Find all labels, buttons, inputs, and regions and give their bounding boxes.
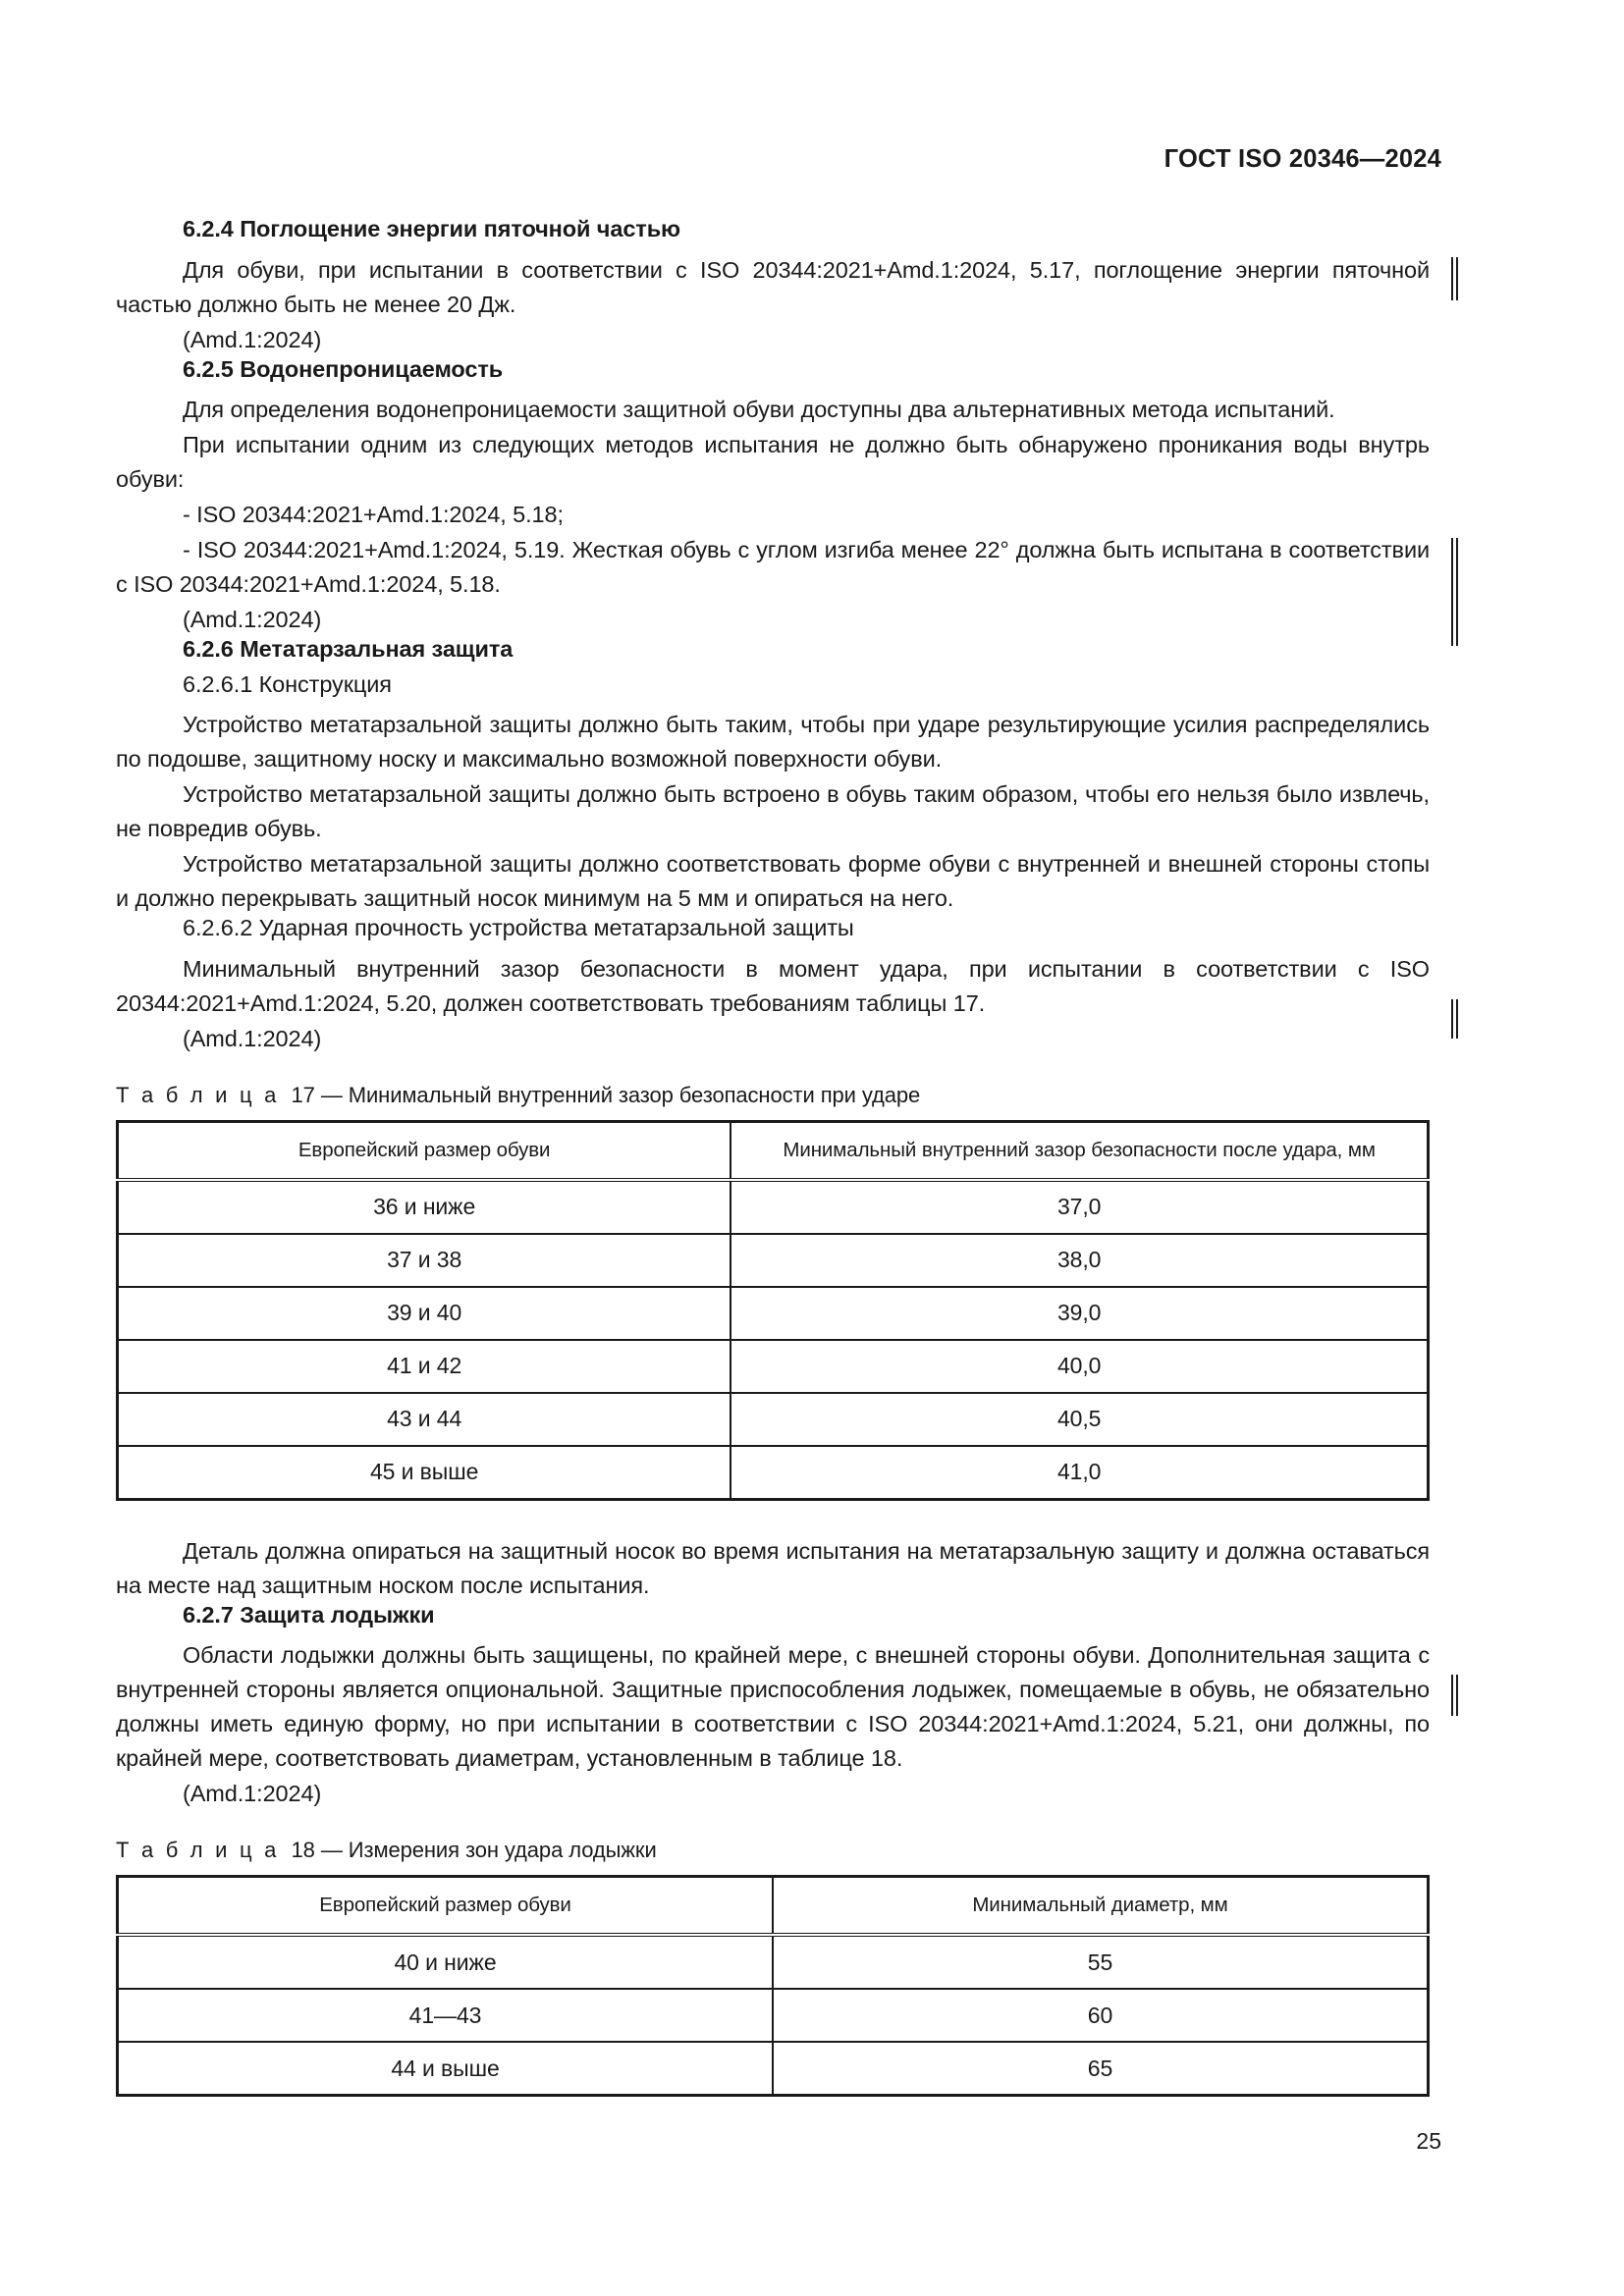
- paragraph-6-2-6-1-b: Устройство метатарзальной защиты должно быть встроено в обувь таким образом, чтобы его нельзя было извлечь, не повредив обувь.: [116, 781, 1430, 841]
- table-17-caption-label: Т а б л и ц а: [116, 1082, 280, 1107]
- heading-6-2-6-2: 6.2.6.2 Ударная прочность устройства метатарзальной защиты: [183, 915, 854, 940]
- table-17-header-row: [118, 1121, 1429, 1180]
- table-17-cell-size: 36 и ниже: [118, 1180, 731, 1234]
- table-17-cell-size: 39 и 40: [118, 1287, 731, 1340]
- table-17-caption: [116, 1083, 1430, 1108]
- table-18-caption-title: — Измерения зон удара лодыжки: [320, 1838, 657, 1862]
- change-bar-marker: [1451, 538, 1458, 646]
- table-row: [118, 1180, 1429, 1234]
- amendment-note-6-2-7: (Amd.1:2024): [183, 1781, 322, 1806]
- paragraph-6-2-6-2: Минимальный внутренний зазор безопасности в момент удара, при испытании в соответствии с ISO 20344:2021+Amd.1:2024, 5.20, должен соответствовать требованиям таблицы 17.: [116, 955, 1430, 1016]
- paragraph-6-2-7: Области лодыжки должны быть защищены, по крайней мере, с внешней стороны обуви. Дополнительная защита с внутренней стороны является опциональной. Защитные приспособления лодыжек, помещаемые в обувь, не обязательно должны иметь единую форму, но при испытании в соответствии с ISO 20344:2021+Amd.1:2024, 5.21, они должны, по крайней мере, соответствовать диаметрам, установленным в таблице 18.: [116, 1642, 1430, 1771]
- paragraph-6-2-5-2: При испытании одним из следующих методов испытания не должно быть обнаружено проникания воды внутрь обуви:: [116, 432, 1430, 492]
- table-row: [118, 1287, 1429, 1340]
- paragraph-6-2-5-1: Для определения водонепроницаемости защитной обуви доступны два альтернативных метода испытаний.: [183, 397, 1335, 422]
- table-18-cell-size: 40 и ниже: [118, 1935, 774, 1989]
- table-18-cell-value: 60: [773, 1989, 1429, 2042]
- change-bar-marker: [1451, 1675, 1458, 1716]
- table-17-cell-value: 38,0: [731, 1234, 1428, 1287]
- heading-6-2-6-1: 6.2.6.1 Конструкция: [183, 670, 392, 697]
- list-item-iso-5-18: - ISO 20344:2021+Amd.1:2024, 5.18;: [183, 502, 564, 527]
- page-header-standard-number: ГОСТ ISO 20346—2024: [1164, 145, 1441, 173]
- amendment-note-6-2-5: (Amd.1:2024): [183, 607, 322, 632]
- amendment-note-6-2-4: (Amd.1:2024): [183, 326, 322, 352]
- table-18-cell-value: 55: [773, 1935, 1429, 1989]
- heading-6-2-7: 6.2.7 Защита лодыжки: [183, 1601, 435, 1628]
- table-17-cell-size: 45 и выше: [118, 1446, 731, 1500]
- table-18-header-row: [118, 1877, 1429, 1936]
- change-bar-marker: [1451, 257, 1458, 300]
- paragraph-6-2-6-1-a: Устройство метатарзальной защиты должно быть таким, чтобы при ударе результирующие усилия распределялись по подошве, защитному носку и максимально возможной поверхности обуви.: [116, 712, 1430, 772]
- table-17-cell-value: 37,0: [731, 1180, 1428, 1234]
- table-18-caption-label: Т а б л и ц а: [116, 1838, 280, 1862]
- table-row: [118, 1935, 1429, 1989]
- table-row: [118, 1393, 1429, 1446]
- table-17-col-header-size: Европейский размер обуви: [118, 1121, 731, 1180]
- table-18-cell-value: 65: [773, 2042, 1429, 2096]
- table-17-cell-size: 37 и 38: [118, 1234, 731, 1287]
- page-number: 25: [1416, 2128, 1441, 2154]
- table-17-cell-size: 43 и 44: [118, 1393, 731, 1446]
- table-17-caption-number: 17: [291, 1082, 315, 1107]
- paragraph-6-2-6-1-c: Устройство метатарзальной защиты должно соответствовать форме обуви с внутренней и внешней стороны стопы и должно перекрывать защитный носок минимум на 5 мм и опираться на него.: [116, 851, 1430, 911]
- table-18-cell-size: 44 и выше: [118, 2042, 774, 2096]
- table-18-caption: [116, 1838, 1430, 1863]
- table-18-col-header-size: Европейский размер обуви: [118, 1877, 774, 1936]
- table-row: [118, 1234, 1429, 1287]
- table-18-cell-size: 41—43: [118, 1989, 774, 2042]
- table-17-cell-size: 41 и 42: [118, 1340, 731, 1393]
- table-17-caption-title: — Минимальный внутренний зазор безопасности при ударе: [320, 1082, 921, 1107]
- amendment-note-6-2-6-2: (Amd.1:2024): [183, 1025, 322, 1051]
- table-18: [116, 1875, 1430, 2097]
- table-row: [118, 1446, 1429, 1500]
- paragraph-6-2-4: Для обуви, при испытании в соответствии с ISO 20344:2021+Amd.1:2024, 5.17, поглощение энергии пяточной частью должно быть не менее 20 Дж.: [116, 256, 1430, 317]
- table-17-cell-value: 39,0: [731, 1287, 1428, 1340]
- table-row: [118, 1989, 1429, 2042]
- document-body: [116, 218, 1430, 2097]
- table-row: [118, 2042, 1429, 2096]
- heading-6-2-4: 6.2.4 Поглощение энергии пяточной частью: [183, 216, 681, 241]
- paragraph-after-table-17: Деталь должна опираться на защитный носок во время испытания на метатарзальную защиту и должна оставаться на месте над защитным носком после испытания.: [116, 1537, 1430, 1598]
- heading-6-2-6: 6.2.6 Метатарзальная защита: [183, 636, 514, 662]
- table-17-cell-value: 41,0: [731, 1446, 1428, 1500]
- heading-6-2-5: 6.2.5 Водонепроницаемость: [183, 355, 504, 382]
- table-17-cell-value: 40,0: [731, 1340, 1428, 1393]
- table-17-cell-value: 40,5: [731, 1393, 1428, 1446]
- table-row: [118, 1340, 1429, 1393]
- list-item-iso-5-19: - ISO 20344:2021+Amd.1:2024, 5.19. Жесткая обувь с углом изгиба менее 22° должна быть испытана в соответствии с ISO 20344:2021+Amd.1:2024, 5.18.: [116, 537, 1430, 597]
- table-17-col-header-clearance: Минимальный внутренний зазор безопасности после удара, мм: [731, 1121, 1428, 1180]
- table-17: [116, 1120, 1430, 1501]
- change-bar-marker: [1451, 999, 1458, 1039]
- table-18-col-header-diameter: Минимальный диаметр, мм: [773, 1877, 1429, 1936]
- table-18-caption-number: 18: [291, 1838, 315, 1862]
